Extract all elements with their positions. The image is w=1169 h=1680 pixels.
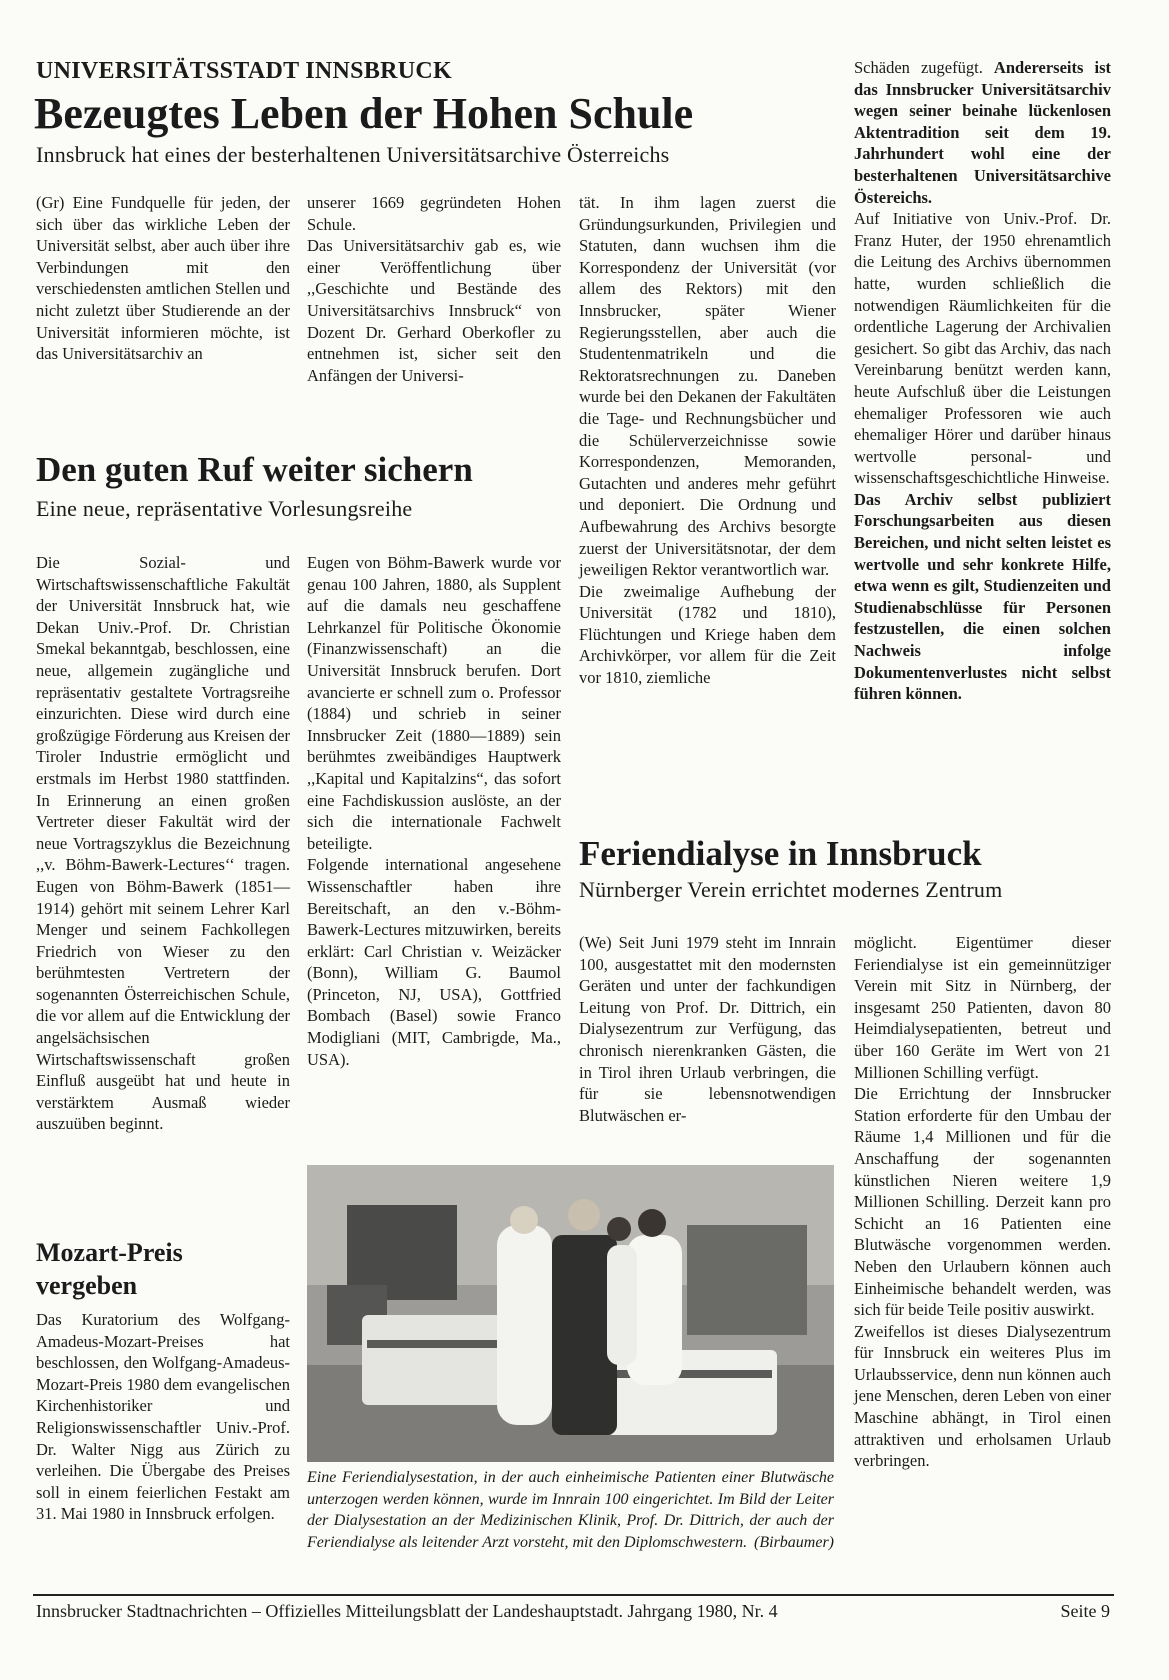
archive-column-4 (854, 57, 1111, 705)
footer-publication: Innsbrucker Stadtnachrichten – Offizielles Mitteilungsblatt der Landeshauptstadt. Jahrgang 1980, Nr. 4 (36, 1601, 778, 1621)
headline-line: Mozart-Preis (36, 1238, 183, 1267)
dialysis-column-1 (579, 932, 836, 1126)
headline-lectures: Den guten Ruf weiter sichern (36, 450, 473, 489)
paragraph: Die zweimalige Aufhebung der Universität (1782 und 1810), Flüchtungen und Kriege haben dem Archivkörper, vor allem für die Zeit vor 1810, ziemliche (579, 581, 836, 688)
dialysis-column-2 (854, 932, 1111, 1472)
photo-caption (307, 1467, 834, 1553)
page-number: Seite 9 (1060, 1601, 1110, 1621)
archive-column-1 (36, 192, 290, 365)
paragraph: Das Kuratorium des Wolfgang-Amadeus-Mozart-Preises hat beschlossen, den Wolfgang-Amadeus-Mozart-Preis 1980 dem evangelischen Kirchenhistoriker und Religionswissenschaftler Univ.-Prof. Dr. Walter Nigg aus Zürich zu verleihen. Die Übergabe des Preises soll in einem feierlichen Festakt am 31. Mai 1980 in Innsbruck erfolgen. (36, 1310, 290, 1524)
subheadline-lectures: Eine neue, repräsentative Vorlesungsreihe (36, 496, 413, 521)
paragraph: Das Universitätsarchiv gab es, wie einer Veröffentlichung über ,,Geschichte und Bestände des Universitätsarchivs Innsbruck“ von Dozent Dr. Gerhard Oberkofler zu entnehmen ist, sicher seit den Anfängen der Universi- (307, 236, 561, 385)
paragraph: möglicht. Eigentümer dieser Feriendialyse ist ein gemeinnütziger Verein mit Sitz in Nürnberg, der insgesamt 250 Patienten, davon 80 Heimdialysepatienten, betreut und über 160 Geräte im Wert von 21 Millionen Schilling verfügt. (854, 933, 1111, 1082)
headline-dialysis: Feriendialyse in Innsbruck (579, 834, 982, 873)
paragraph: Die Errichtung der Innsbrucker Station erforderte für den Umbau der Räume 1,4 Millionen und für die Anschaffung der sogenannten künstlichen Nieren weitere 1,9 Millionen Schilling. Derzeit kann pro Schicht an 16 Patienten eine Blutwäsche vorgenommen werden. Neben den Urlaubern können auch Einheimische behandelt werden, was sich für beide Teile positiv auswirkt. (854, 1084, 1111, 1320)
section-kicker: UNIVERSITÄTSSTADT INNSBRUCK (36, 58, 452, 84)
subheadline-archive: Innsbruck hat eines der besterhaltenen Universitätsarchive Österreichs (36, 142, 670, 167)
paragraph: Zweifellos ist dieses Dialysezentrum für Innsbruck ein weiteres Plus im Urlaubsservice, denn nun können auch jene Menschen, deren Leben von einer Maschine abhängt, in Tirol einen attraktiven und erholsamen Urlaub verbringen. (854, 1321, 1111, 1471)
headline-archive: Bezeugtes Leben der Hohen Schule (34, 89, 694, 138)
paragraph: Folgende international angesehene Wissenschaftler haben ihre Bereitschaft, an den v.-Böhm-Bawerk-Lectures mitzuwirken, bereits erklärt: Carl Christian v. Weizäcker (Bonn), William G. Baumol (Princeton, NJ, USA), Gottfried Bombach (Basel) sowie Franco Modigliani (MIT, Cambrigde, Ma., USA). (307, 855, 561, 1069)
lectures-column-1 (36, 552, 290, 1135)
paragraph: Eugen von Böhm-Bawerk wurde vor genau 100 Jahren, 1880, als Supplent auf die damals neu geschaffene Lehrkanzel für Politische Ökonomie (Finanzwissenschaft) an die Universität Innsbruck berufen. Dort avancierte er schnell zum o. Professor (1884) und schrieb in seiner Innsbrucker Zeit (1880—1889) sein berühmtes zweibändiges Hauptwerk ,,Kapital und Kapitalzins“, das sofort eine Fachdiskussion auslöste, an der sich die internationale Fachwelt beteiligte. (307, 553, 561, 853)
paragraph-bold: Andererseits ist das Innsbrucker Universitätsarchiv wegen seiner beinahe lückenlosen Aktentradition seit dem 19. Jahrhundert wohl eine der besterhaltenen Universitätsarchive Östereichs. (854, 58, 1111, 207)
caption-text: Eine Feriendialysestation, in der auch einheimische Patienten einer Blutwäsche unterzogen werden können, wurde im Innrain 100 eingerichtet. Im Bild der Leiter der Dialysestation an der Medizinischen Klinik, Prof. Dr. Dittrich, der auch der Feriendialyse als leitender Arzt vorsteht, mit den Diplomschwestern. (307, 1469, 834, 1551)
paragraph: (We) Seit Juni 1979 steht im Innrain 100, ausgestattet mit den modernsten Geräten und unter der fachkundigen Leitung von Prof. Dr. Dittrich, ein Dialysezentrum zur Verfügung, das chronisch nierenkranken Gästen, die in Tirol ihren Urlaub verbringen, die für sie lebensnotwendigen Blutwäschen er- (579, 933, 836, 1125)
headline-line: vergeben (36, 1271, 138, 1300)
paragraph: (Gr) Eine Fundquelle für jeden, der sich über das wirkliche Leben der Universität selbst, aber auch über ihre Verbindungen mit den verschiedensten amtlichen Stellen und nicht zuletzt über Studierende an der Universität informieren möchte, ist das Universitätsarchiv an (36, 193, 290, 364)
lectures-column-2 (307, 552, 561, 1070)
subheadline-dialysis: Nürnberger Verein errichtet modernes Zentrum (579, 877, 1003, 902)
headline-mozart-prize (36, 1236, 290, 1302)
paragraph (854, 57, 1111, 208)
footer-rule (33, 1594, 1114, 1596)
paragraph: unserer 1669 gegründeten Hohen Schule. (307, 193, 561, 234)
paragraph: Die Sozial- und Wirtschaftswissenschaftliche Fakultät der Universität Innsbruck hat, wie Dekan Univ.-Prof. Dr. Christian Smekal bekanntgab, beschlossen, eine neue, allgemein zugängliche und repräsentativ gestaltete Vortragsreihe einzurichten. Diese wird durch eine großzügige Förderung aus Kreisen der Tiroler Industrie ermöglicht und erstmals im Herbst 1980 stattfinden. In Erinnerung an einen großen Vertreter dieser Fakultät wird der neue Vortragszyklus die Bezeichnung ,,v. Böhm-Bawerk-Lectures‘‘ tragen. Eugen von Böhm-Bawerk (1851—1914) gehört mit seinem Lehrer Karl Menger und seinem Fachkollegen Friedrich von Wieser zu den berühmtesten Vertretern der sogenannten Österreichischen Schule, die vor allem auf die Entwicklung der angelsächsischen Wirtschaftswissenschaft großen Einfluß ausgeübt hat und heute in verstärktem Ausmaß wieder auszuüben beginnt. (36, 553, 290, 1134)
archive-column-2 (307, 192, 561, 386)
archive-column-3 (579, 192, 836, 689)
photo-credit: (Birbaumer) (754, 1533, 834, 1551)
paragraph-bold: Das Archiv selbst publiziert Forschungsarbeiten aus diesen Bereichen, und nicht selten leistet es wertvolle und sehr konkrete Hilfe, etwa wenn es gilt, Studienzeiten und Studienabschlüsse für Personen festzustellen, die einen solchen Nachweis infolge Dokumentenverlustes nicht selbst führen können. (854, 489, 1111, 704)
paragraph: Auf Initiative von Univ.-Prof. Dr. Franz Huter, der 1950 ehrenamtlich die Leitung des Archivs übernommen hatte, wurden schließlich die notwendigen Räumlichkeiten für die ordentliche Lagerung der Archivalien gesichert. So gibt das Archiv, das nach Vereinbarung benützt werden kann, heute Aufschluß über die Leistungen ehemaliger Professoren wie auch ehemaliger Hörer und darüber hinaus wertvolle personal- und wissenschaftsgeschichtliche Hinweise. (854, 209, 1111, 488)
paragraph-lead: Schäden zugefügt. (854, 58, 983, 77)
dialysis-station-photo (307, 1165, 834, 1462)
mozart-prize-body (36, 1309, 290, 1525)
paragraph: tät. In ihm lagen zuerst die Gründungsurkunden, Privilegien und Statuten, dann wuchsen ihm die Korrespondenz der Universität (vor allem des Rektors) mit den Innsbrucker, später Wiener Regierungsstellen, aber auch die Studentenmatrikeln und die Rektoratsrechnungen zu. Daneben wurde bei den Dekanen der Fakultäten die Tage- und Rechnungsbücher und die Schülerverzeichnisse sowie Korrespondenzen, Memoranden, Gutachten und anderes mehr geführt und deponiert. Die Ordnung und Aufbewahrung des Archivs besorgte zuerst der Universitätsnotar, der dem jeweiligen Rektor verantwortlich war. (579, 193, 836, 580)
photo-illustration (307, 1165, 834, 1462)
